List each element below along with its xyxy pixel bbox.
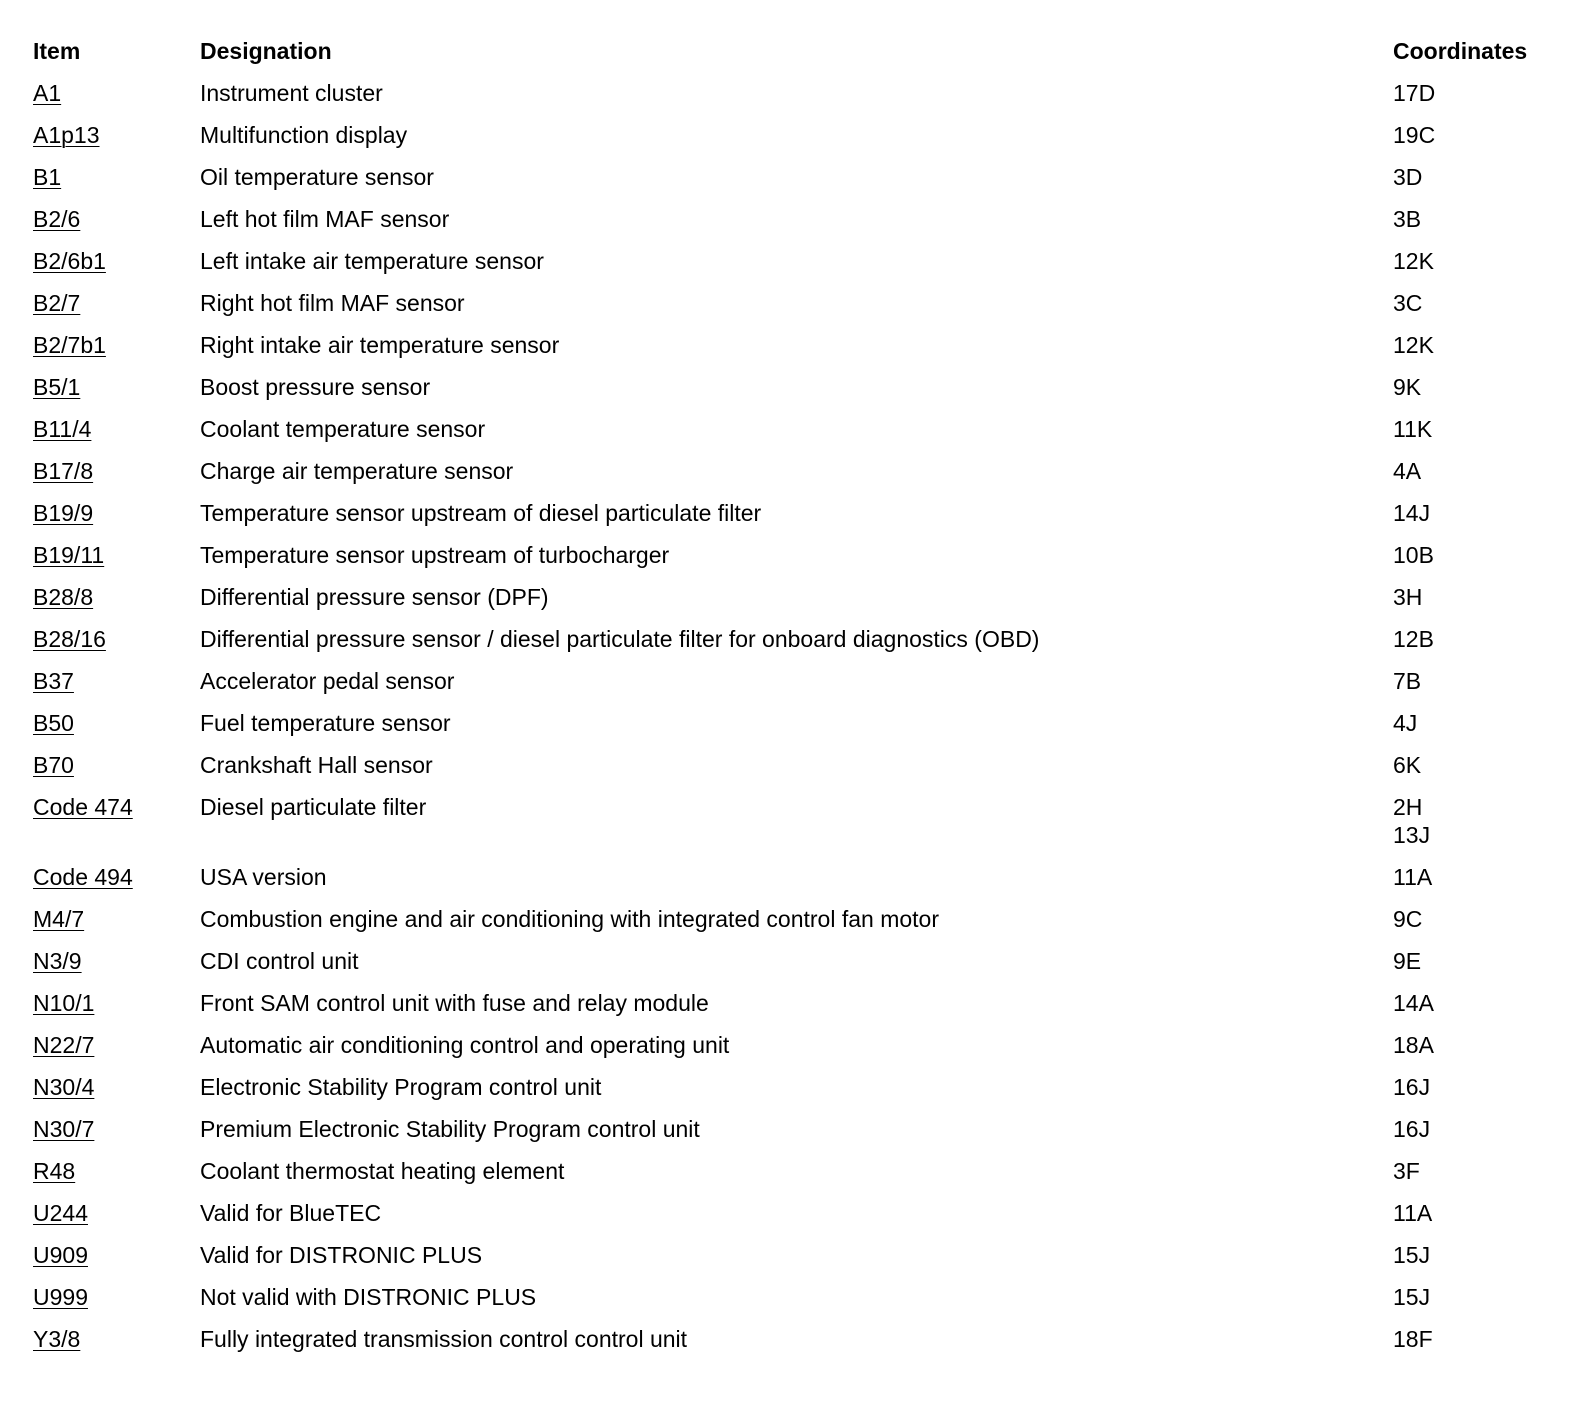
coordinates-cell [1393,455,1421,483]
coordinates-cell [1393,861,1432,889]
designation-cell: Differential pressure sensor / diesel particulate filter for onboard diagnostics (OBD) [200,626,1040,652]
coordinate-value: 15J [1393,1284,1431,1310]
designation-cell: Multifunction display [200,122,408,148]
item-cell [33,497,93,529]
designation-cell: Instrument cluster [200,80,383,106]
item-link[interactable]: N10/1 [33,990,95,1016]
designation-cell: Combustion engine and air conditioning with integrated control fan motor [200,906,939,932]
coordinate-value: 14A [1393,990,1434,1016]
item-cell [33,413,91,445]
item-link[interactable]: B1 [33,164,62,190]
coordinates-cell [1393,245,1434,273]
coordinates-cell [1393,665,1421,693]
designation-cell: Accelerator pedal sensor [200,668,455,694]
coordinate-value: 16J [1393,1074,1431,1100]
item-link[interactable]: A1p13 [33,122,100,148]
item-cell [33,749,74,781]
item-link[interactable]: R48 [33,1158,76,1184]
coordinates-cell [1393,77,1435,105]
item-link[interactable]: B11/4 [33,416,92,442]
coordinates-cell [1393,945,1421,973]
designation-cell: Temperature sensor upstream of diesel particulate filter [200,500,762,526]
coordinate-value: 3B [1393,206,1422,232]
designation-cell: Not valid with DISTRONIC PLUS [200,1284,537,1310]
coordinates-cell [1393,749,1421,777]
table-row [33,539,1563,581]
coordinate-value: 11A [1393,864,1433,890]
item-cell [33,1239,88,1271]
coordinate-value: 3D [1393,164,1423,190]
table-row [33,371,1563,413]
coordinates-cell [1393,1155,1420,1183]
item-cell [33,1323,80,1355]
table-row [33,1197,1563,1239]
item-cell [33,987,94,1019]
coordinates-cell [1393,287,1422,315]
table-row [33,287,1563,329]
designation-cell: Automatic air conditioning control and operating unit [200,1032,730,1058]
item-cell [33,707,74,739]
item-link[interactable]: B5/1 [33,374,81,400]
designation-cell: Left hot film MAF sensor [200,206,450,232]
designation-cell: Oil temperature sensor [200,164,434,190]
item-cell [33,861,133,893]
coordinate-value: 18F [1393,1326,1433,1352]
table-row [33,1281,1563,1323]
component-legend-table [33,35,1563,1365]
table-row [33,1239,1563,1281]
designation-cell: Front SAM control unit with fuse and relay module [200,990,709,1016]
item-cell [33,1197,88,1229]
item-link[interactable]: B28/16 [33,626,106,652]
item-column-header: Item [33,38,81,64]
item-link[interactable]: U244 [33,1200,88,1226]
coordinates-cell [1393,623,1434,651]
table-row [33,1029,1563,1071]
table-row [33,665,1563,707]
item-cell [33,1113,94,1145]
item-cell [33,623,106,655]
table-row [33,329,1563,371]
coordinate-value: 3F [1393,1158,1420,1184]
item-cell [33,329,106,361]
designation-cell: Coolant thermostat heating element [200,1158,565,1184]
item-cell [33,1155,75,1187]
coordinates-cell [1393,1197,1432,1225]
coordinates-cell [1393,329,1434,357]
coordinate-value: 12K [1393,248,1434,274]
table-row [33,77,1563,119]
coordinates-cell [1393,1323,1433,1351]
designation-cell: Fuel temperature sensor [200,710,451,736]
item-cell [33,119,100,151]
coordinate-value: 2H [1393,794,1423,820]
item-link[interactable]: B17/8 [33,458,94,484]
designation-cell: Charge air temperature sensor [200,458,514,484]
coordinates-cell [1393,1239,1430,1267]
coordinates-cell [1393,987,1434,1015]
item-cell [33,371,80,403]
designation-cell: Premium Electronic Stability Program control unit [200,1116,700,1142]
coordinate-value: 16J [1393,1116,1431,1142]
coordinates-cell [1393,119,1435,147]
designation-cell: Electronic Stability Program control unit [200,1074,602,1100]
table-row [33,581,1563,623]
coordinates-cell [1393,581,1422,609]
coordinate-value: 9E [1393,948,1422,974]
table-row [33,623,1563,665]
item-cell [33,203,80,235]
item-cell [33,161,61,193]
designation-cell: Diesel particulate filter [200,794,427,820]
item-cell [33,1029,94,1061]
item-link[interactable]: B50 [33,710,74,736]
item-cell [33,665,74,697]
coordinate-value: 4A [1393,458,1422,484]
table-row [33,455,1563,497]
table-row [33,1323,1563,1365]
table-row [33,987,1563,1029]
item-cell [33,945,82,977]
table-row [33,749,1563,791]
item-cell [33,287,80,319]
designation-cell: Valid for DISTRONIC PLUS [200,1242,483,1268]
table-row [33,791,1563,861]
table-body [33,77,1563,1365]
coordinate-value: 6K [1393,752,1422,778]
designation-column-header: Designation [200,38,332,64]
coordinates-cell [1393,497,1430,525]
coordinate-value: 15J [1393,1242,1431,1268]
item-link[interactable]: N30/7 [33,1116,95,1142]
table-row [33,413,1563,455]
coordinates-column-header: Coordinates [1393,38,1528,64]
coordinates-cell [1393,161,1422,189]
coordinates-cell [1393,791,1430,847]
table-header-row [33,35,1563,77]
designation-cell: Crankshaft Hall sensor [200,752,433,778]
coordinates-cell [1393,1113,1430,1141]
coordinates-cell [1393,1071,1430,1099]
coordinate-value: 11A [1393,1200,1433,1226]
table-row [33,161,1563,203]
coordinates-cell [1393,707,1417,735]
item-link[interactable]: B2/6b1 [33,248,106,274]
item-cell [33,581,93,613]
coordinate-value: 12K [1393,332,1434,358]
coordinate-value: 4J [1393,710,1418,736]
item-cell [33,77,61,109]
coordinates-cell [1393,371,1421,399]
item-link[interactable]: Code 494 [33,864,133,890]
table-row [33,119,1563,161]
table-row [33,1113,1563,1155]
item-link[interactable]: B37 [33,668,74,694]
coordinate-value: 10B [1393,542,1434,568]
coordinate-value: 9K [1393,374,1422,400]
item-cell [33,245,106,277]
coordinate-value: 18A [1393,1032,1434,1058]
coordinate-value: 7B [1393,668,1422,694]
table-row [33,945,1563,987]
coordinate-value: 3C [1393,290,1423,316]
item-link[interactable]: B2/7b1 [33,332,106,358]
item-cell [33,1071,94,1103]
designation-cell: Temperature sensor upstream of turbocharger [200,542,670,568]
item-link[interactable]: U909 [33,1242,88,1268]
item-link[interactable]: N22/7 [33,1032,95,1058]
designation-cell: Right intake air temperature sensor [200,332,560,358]
coordinate-value: 19C [1393,122,1436,148]
coordinates-cell [1393,903,1422,931]
coordinate-value: 14J [1393,500,1431,526]
table-row [33,497,1563,539]
coordinates-cell [1393,203,1421,231]
designation-cell: CDI control unit [200,948,359,974]
table-row [33,1071,1563,1113]
item-link[interactable]: Y3/8 [33,1326,81,1352]
item-link[interactable]: B19/11 [33,542,105,568]
table-row [33,1155,1563,1197]
item-link[interactable]: B19/9 [33,500,94,526]
coordinate-value: 9C [1393,906,1423,932]
coordinates-cell [1393,413,1432,441]
item-link[interactable]: A1 [33,80,62,106]
item-link[interactable]: N30/4 [33,1074,95,1100]
table-row [33,203,1563,245]
table-row [33,903,1563,945]
coordinates-cell [1393,1029,1434,1057]
item-link[interactable]: B2/6 [33,206,81,232]
designation-cell: Left intake air temperature sensor [200,248,544,274]
coordinate-value: 17D [1393,80,1436,106]
table-row [33,245,1563,287]
item-cell [33,1281,88,1313]
item-cell [33,539,104,571]
designation-cell: Differential pressure sensor (DPF) [200,584,549,610]
designation-cell: Coolant temperature sensor [200,416,486,442]
item-link[interactable]: B70 [33,752,74,778]
item-cell [33,903,84,935]
designation-cell: Fully integrated transmission control control unit [200,1326,688,1352]
item-link[interactable]: Code 474 [33,794,133,820]
table-row [33,707,1563,749]
designation-cell: Right hot film MAF sensor [200,290,465,316]
designation-cell: Boost pressure sensor [200,374,431,400]
designation-cell: USA version [200,864,327,890]
table-row [33,861,1563,903]
item-link[interactable]: N3/9 [33,948,82,974]
item-link[interactable]: M4/7 [33,906,85,932]
coordinates-cell [1393,539,1434,567]
item-link[interactable]: B2/7 [33,290,81,316]
coordinate-value: 11K [1393,416,1433,442]
item-cell [33,455,93,487]
coordinate-value: 12B [1393,626,1434,652]
item-link[interactable]: U999 [33,1284,88,1310]
coordinate-value: 13J [1393,822,1431,848]
item-link[interactable]: B28/8 [33,584,94,610]
item-cell [33,791,133,823]
coordinate-value: 3H [1393,584,1423,610]
coordinates-cell [1393,1281,1430,1309]
designation-cell: Valid for BlueTEC [200,1200,382,1226]
